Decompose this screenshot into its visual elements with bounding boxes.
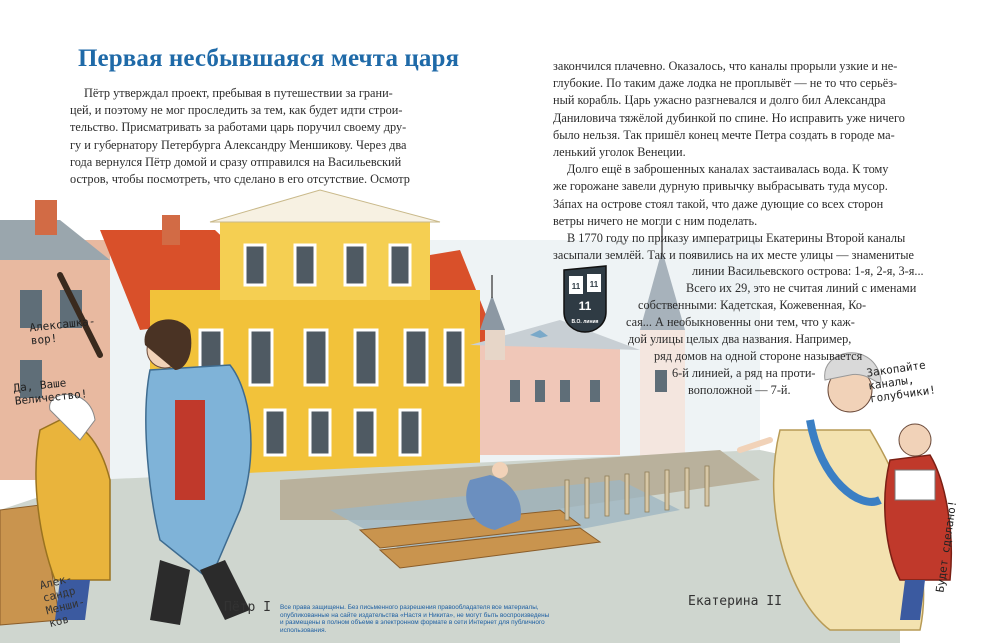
text-line: В 1770 году по приказу императрицы Екатерины Второй каналы (567, 231, 906, 246)
right-column-text (553, 58, 960, 264)
text-line: Долго ещё в заброшенных каналах застаивалась вода. К тому (567, 162, 889, 177)
text-line: остров, чтобы посмотреть, что сделано в его отсутствие. Осмотр (70, 172, 410, 187)
street-sign (560, 262, 610, 336)
text-line: линии Васильевского острова: 1-я, 2-я, 3-я... (692, 264, 924, 278)
text-line: Зáпах на острове стоял такой, что даже дующие со всех сторон (553, 196, 884, 211)
sign-number: 11 (578, 299, 592, 313)
speech-alexashka: Алексашка- вор! (28, 314, 97, 348)
text-line: было нельзя. Так пришёл конец мечте Петра создать в городе ма- (553, 127, 895, 142)
text-line: дой улицы целых два названия. Например, (628, 332, 852, 346)
text-line: собственными: Кадетская, Кожевенная, Ко- (638, 298, 867, 312)
speech-menshikov: Да, Ваше Величество! (12, 376, 89, 408)
text-line: сая... А необыкновенны они тем, что у каж- (626, 315, 855, 329)
text-line: воположной — 7-й. (688, 383, 791, 397)
text-line: цей, и поэтому не мог проследить за тем, как будет идти строи- (70, 103, 403, 118)
text-line: гу и губернатору Петербурга Александру Меншикову. Через два (70, 137, 407, 152)
sign-top-right: 11 (589, 280, 599, 289)
text-line: Даниловича тяжёлой дубинкой по спине. Но исправить уже ничего (553, 110, 905, 125)
legal-notice: Все права защищены. Без письменного разрешения правообладателя все материалы, опубликованные на сайте издательства «Настя и Никита», не могут быть воспроизведены и размещены в полном объеме в электронном формате в сети Интернет для публичного использования. (280, 604, 550, 634)
speech-ekaterina: Закопайте каналы, голубчики! (865, 358, 937, 406)
text-line: Пётр утверждал проект, пребывая в путешествии за грани- (84, 86, 393, 100)
text-line: ветры ничего не могли с ним поделать. (553, 213, 758, 228)
text-line: ный корабль. Царь ужасно разгневался и долго бил Александра (553, 93, 886, 108)
text-line: Всего их 29, это не считая линий с именами (686, 281, 917, 295)
text-line: глубокие. По таким даже лодка не проплывёт — не то что серьёз- (553, 76, 898, 91)
text-line: ряд домов на одной стороне называется (654, 349, 863, 363)
text-line: закончился плачевно. Оказалось, что каналы прорыли узкие и не- (553, 59, 898, 73)
text-line: года вернулся Пётр домой и сразу отправился на Васильевский (70, 154, 402, 169)
text-line: же горожане завели дурную привычку выбрасывать туда мусор. (553, 179, 888, 194)
caption-peter: Пётр I (224, 600, 271, 615)
text-line: засыпали землёй. Так и появились на их месте улицы — знаменитые (553, 248, 914, 263)
caption-menshikov: Алек- сандр Менши- ков (38, 571, 87, 631)
speech-worker: Будет сделано! (933, 499, 960, 594)
sign-top-left: 11 (571, 282, 581, 291)
sign-bottom: В.О. линия (571, 319, 599, 325)
text-line: ленький уголок Венеции. (553, 145, 686, 160)
left-column-text (70, 85, 438, 188)
text-line: тельство. Присматривать за работами царь поручил своему дру- (70, 120, 407, 135)
page-title: Первая несбывшаяся мечта царя (78, 45, 460, 72)
text-line: 6-й линией, а ряд на проти- (672, 366, 816, 380)
caption-ekaterina: Екатерина II (688, 594, 782, 609)
